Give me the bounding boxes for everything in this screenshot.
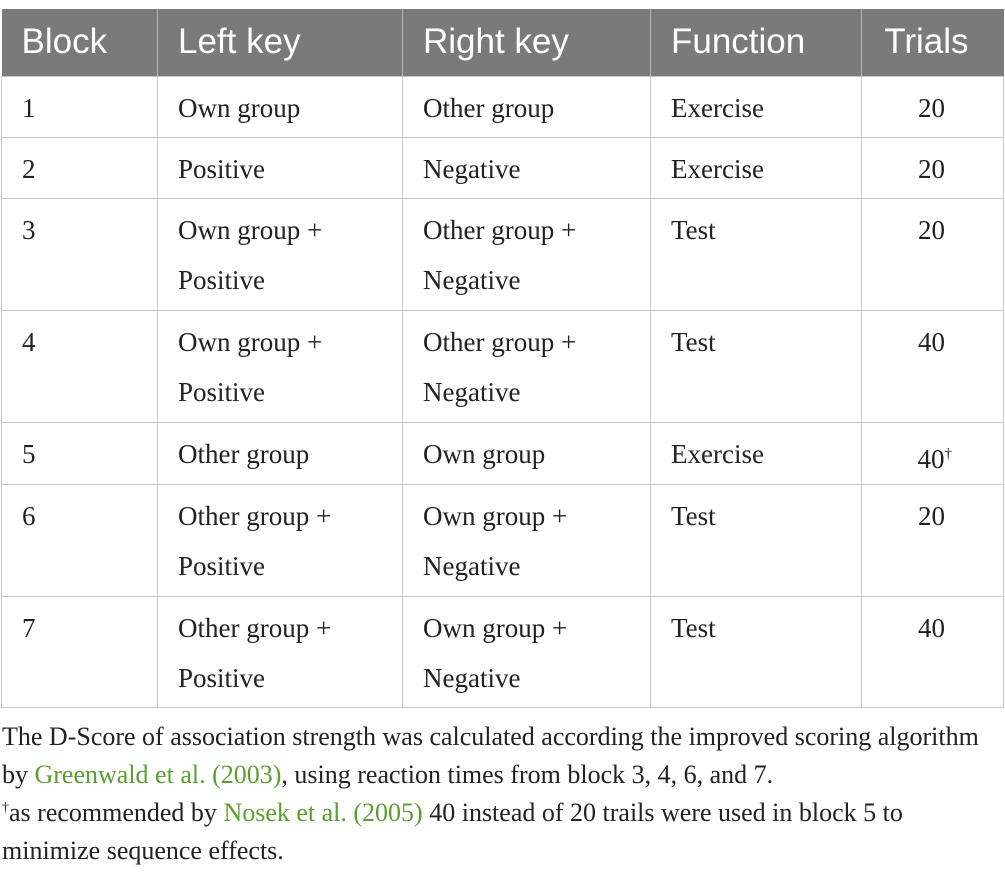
cell-left-key [158,76,403,137]
cell-line: Own group + [178,326,323,357]
header-block: Block [2,9,158,76]
cell-function: Test [651,310,862,422]
cell-line: Negative [423,662,521,693]
table-row [2,137,1004,198]
cell-function: Test [651,596,862,707]
cell-left-key [158,137,403,198]
footnote-text: The D-Score of association strength was calculated according the improved scoring algorithm by [2,722,979,789]
cell-line: Other group + [178,500,332,531]
footnote-text: , using reaction times from block 3, 4, 6, and 7. [281,760,774,789]
table-row [2,310,1004,422]
cell-block: 6 [2,484,158,596]
header-trials: Trials [862,9,1004,76]
cell-block: 4 [2,310,158,422]
header-right-key: Right key [403,9,651,76]
iat-procedure-table [1,9,1004,708]
trials-value: 20 [918,214,945,245]
header-left-key: Left key [158,9,403,76]
cell-line: Own group + [423,500,568,531]
cell-line: Own group [423,438,546,469]
cell-line: Positive [178,264,266,295]
cell-right-key [403,137,651,198]
trials-value: 40 [918,612,945,643]
cell-line: Other group + [423,326,577,357]
cell-function: Exercise [651,422,862,484]
trials-value: 20 [918,92,945,123]
reference-link-nosek[interactable]: Nosek et al. (2005) [223,798,423,827]
cell-line: Negative [423,376,521,407]
table-row [2,76,1004,137]
footnote-line-1 [2,718,1002,794]
reference-link-greenwald[interactable]: Greenwald et al. (2003) [34,760,282,789]
cell-block: 2 [2,137,158,198]
cell-line: Other group + [178,612,332,643]
header-function: Function [651,9,862,76]
table-row [2,198,1004,310]
cell-right-key [403,596,651,707]
cell-right-key [403,422,651,484]
cell-line: Positive [178,550,266,581]
cell-line: Positive [178,153,266,184]
dagger-mark: † [2,800,9,816]
table-footnote [2,718,1002,870]
table-row [2,422,1004,484]
cell-block: 7 [2,596,158,707]
table-row [2,596,1004,707]
cell-left-key [158,198,403,310]
trials-value: 20 [918,500,945,531]
cell-left-key [158,596,403,707]
cell-function: Exercise [651,76,862,137]
cell-line: Other group + [423,214,577,245]
table-header-row [2,9,1004,76]
cell-block: 3 [2,198,158,310]
cell-left-key [158,422,403,484]
cell-line: Negative [423,153,521,184]
cell-trials [862,76,1004,137]
cell-block: 5 [2,422,158,484]
cell-line: Own group [178,92,301,123]
trials-value: 20 [918,153,945,184]
footnote-text: 40 instead of 20 trails were used in block 5 to minimize sequence effects. [2,798,903,865]
cell-trials [862,137,1004,198]
cell-right-key [403,198,651,310]
cell-line: Positive [178,376,266,407]
cell-trials [862,198,1004,310]
cell-function: Test [651,484,862,596]
cell-line: Negative [423,264,521,295]
trials-value: 40 [917,443,945,474]
cell-trials [862,484,1004,596]
cell-line: Negative [423,550,521,581]
cell-function: Exercise [651,137,862,198]
table-row [2,484,1004,596]
dagger-mark: † [944,445,952,462]
cell-trials [862,310,1004,422]
cell-right-key [403,76,651,137]
cell-line: Other group [178,438,310,469]
cell-line: Other group [423,92,555,123]
cell-function: Test [651,198,862,310]
footnote-text: as recommended by [9,798,224,827]
cell-block: 1 [2,76,158,137]
cell-right-key [403,484,651,596]
cell-line: Own group + [178,214,323,245]
cell-trials [862,596,1004,707]
cell-left-key [158,310,403,422]
cell-trials [862,422,1004,484]
trials-value: 40 [918,326,945,357]
cell-right-key [403,310,651,422]
cell-line: Own group + [423,612,568,643]
cell-left-key [158,484,403,596]
footnote-line-2 [2,794,1002,870]
cell-line: Positive [178,662,266,693]
